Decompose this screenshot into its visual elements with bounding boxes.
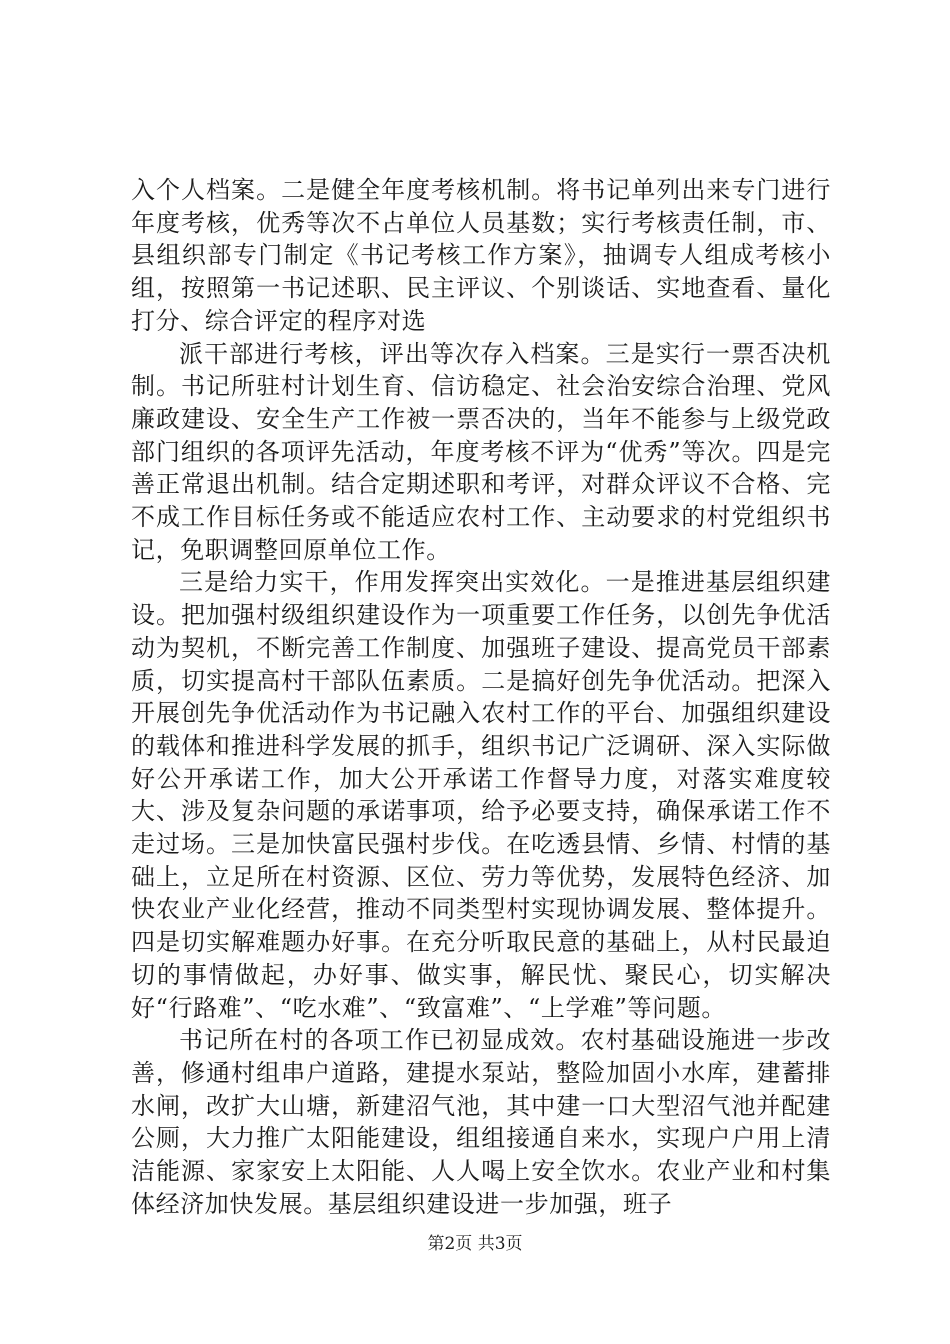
- document-body: [131, 174, 831, 1221]
- paragraph-1: 入个人档案。二是健全年度考核机制。将书记单列出来专门进行年度考核，优秀等次不占单位人员基数；实行考核责任制，市、县组织部专门制定《书记考核工作方案》，抽调专人组成考核小组，按照第一书记述职、民主评议、个别谈话、实地查看、量化打分、综合评定的程序对选: [131, 176, 831, 335]
- paragraph-2: 派干部进行考核，评出等次存入档案。三是实行一票否决机制。书记所驻村计划生育、信访稳定、社会治安综合治理、党风廉政建设、安全生产工作被一票否决的，当年不能参与上级党政部门组织的各项评先活动，年度考核不评为“优秀”等次。四是完善正常退出机制。结合定期述职和考评，对群众评议不合格、完不成工作目标任务或不能适应农村工作、主动要求的村党组织书记，免职调整回原单位工作。: [131, 339, 831, 564]
- page-footer: [0, 1233, 950, 1255]
- paragraph-4: 书记所在村的各项工作已初显成效。农村基础设施进一步改善，修通村组串户道路，建提水泵站，整险加固小水库，建蓄排水闸，改扩大山塘，新建沼气池，其中建一口大型沼气池并配建公厕，大力推广太阳能建设，组组接通自来水，实现户户用上清洁能源、家家安上太阳能、人人喝上安全饮水。农业产业和村集体经济加快发展。基层组织建设进一步加强，班子: [131, 1026, 831, 1218]
- paragraph-3: 三是给力实干，作用发挥突出实效化。一是推进基层组织建设。把加强村级组织建设作为一项重要工作任务，以创先争优活动为契机，不断完善工作制度、加强班子建设、提高党员干部素质，切实提高村干部队伍素质。二是搞好创先争优活动。把深入开展创先争优活动作为书记融入农村工作的平台、加强组织建设的载体和推进科学发展的抓手，组织书记广泛调研、深入实际做好公开承诺工作，加大公开承诺工作督导力度，对落实难度较大、涉及复杂问题的承诺事项，给予必要支持，确保承诺工作不走过场。三是加快富民强村步伐。在吃透县情、乡情、村情的基础上，立足所在村资源、区位、劳力等优势，发展特色经济、加快农业产业化经营，推动不同类型村实现协调发展、整体提升。四是切实解难题办好事。在充分听取民意的基础上，从村民最迫切的事情做起，办好事、做实事，解民忧、聚民心，切实解决好“行路难”、“吃水难”、“致富难”、“上学难”等问题。: [131, 568, 831, 1022]
- page-number: 第2页 共3页: [427, 1234, 523, 1254]
